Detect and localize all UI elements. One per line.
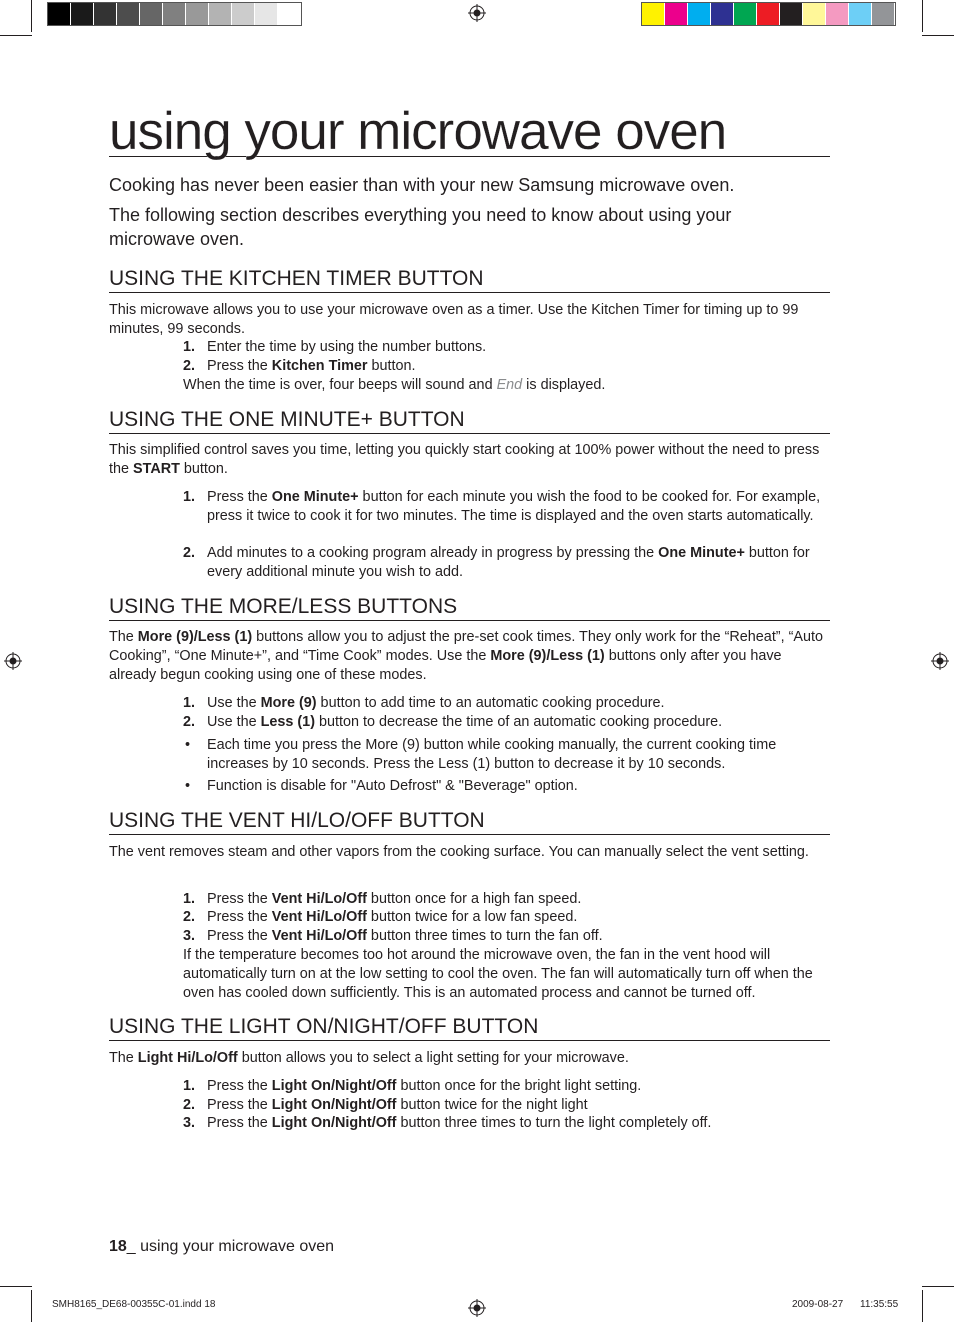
color-swatch xyxy=(734,3,757,25)
page-footer xyxy=(109,1238,334,1256)
color-swatch xyxy=(711,3,734,25)
paragraph-text: button. xyxy=(179,460,228,477)
step-text: Use the xyxy=(207,714,261,730)
one-minute-step-1 xyxy=(183,488,831,526)
footer-text: _ using your microwave oven xyxy=(126,1238,335,1255)
light-step-2 xyxy=(183,1096,831,1115)
end-display-text: End xyxy=(496,377,523,393)
step-number: 1. xyxy=(183,891,196,907)
crop-mark xyxy=(31,1290,32,1322)
kitchen-timer-paragraph: This microwave allows you to use your microwave oven as a timer. Use the Kitchen Timer for timing up to 99 minutes, 99 seconds. xyxy=(109,302,799,337)
registration-mark-icon xyxy=(468,1299,486,1317)
color-swatch xyxy=(803,3,826,25)
step-number: 2. xyxy=(183,545,196,561)
step-text: Add minutes to a cooking program already in progress by pressing the xyxy=(207,545,659,561)
section-heading-one-minute: USING THE ONE MINUTE+ BUTTON xyxy=(109,407,830,434)
step-text: button for every additional minute you wish to add. xyxy=(207,545,810,580)
color-swatch xyxy=(163,3,186,25)
button-name: Vent Hi/Lo/Off xyxy=(271,891,367,907)
registration-mark-icon xyxy=(4,652,22,670)
section-heading-more-less: USING THE MORE/LESS BUTTONS xyxy=(109,594,830,621)
one-minute-paragraph xyxy=(109,441,829,479)
color-swatch xyxy=(71,3,94,25)
vent-step-3 xyxy=(183,927,831,946)
color-swatch xyxy=(255,3,278,25)
step-number: 2. xyxy=(183,1097,196,1113)
section-heading-kitchen-timer: USING THE KITCHEN TIMER BUTTON xyxy=(109,266,830,293)
step-text: Press the xyxy=(207,909,272,925)
color-swatch xyxy=(278,3,301,25)
step-number: 1. xyxy=(183,489,196,505)
step-text: Enter the time by using the number buttons. xyxy=(207,339,487,355)
crop-mark xyxy=(922,1286,954,1287)
paragraph-text: button allows you to select a light setting for your microwave. xyxy=(237,1050,629,1066)
step-text: button once for a high fan speed. xyxy=(366,891,582,907)
slug-filename: SMH8165_DE68-00355C-01.indd 18 xyxy=(52,1299,216,1310)
kitchen-timer-note xyxy=(183,376,831,395)
color-swatch xyxy=(688,3,711,25)
step-text: Press the xyxy=(207,1078,272,1094)
step-text: Press the xyxy=(207,489,272,505)
step-number: 2. xyxy=(183,714,196,730)
paragraph-text: buttons allow you to adjust the pre-set cook times. They only work for the “Reheat”, “Auto Cooking”, “One Minute+”, and “Time Cook” modes. Use the xyxy=(109,629,823,664)
paragraph-text: The xyxy=(109,1050,138,1066)
paragraph-text: The xyxy=(109,629,138,645)
crop-mark xyxy=(922,1290,923,1322)
color-swatch xyxy=(757,3,780,25)
registration-mark-icon xyxy=(931,652,949,670)
button-name: One Minute+ xyxy=(271,489,359,505)
bullet-dot: • xyxy=(185,737,191,753)
step-text: button three times to turn the fan off. xyxy=(366,928,603,944)
color-swatch xyxy=(665,3,688,25)
intro-line-1: Cooking has never been easier than with your new Samsung microwave oven. xyxy=(109,175,735,195)
color-swatch xyxy=(94,3,117,25)
step-number: 3. xyxy=(183,1115,196,1131)
button-name: Light On/Night/Off xyxy=(271,1097,397,1113)
note-text: When the time is over, four beeps will sound and xyxy=(183,377,497,393)
step-text: button to add time to an automatic cooking procedure. xyxy=(316,695,665,711)
color-swatch xyxy=(186,3,209,25)
button-name: START xyxy=(133,460,180,477)
vent-note: If the temperature becomes too hot around the microwave oven, the fan in the vent hood will automatically turn on at the low setting to cool the oven. The fan will automatically turn off when the oven has cooled down sufficiently. This is an automated process and cannot be turned off. xyxy=(183,947,813,1001)
button-name: Light On/Night/Off xyxy=(271,1115,397,1131)
color-swatch xyxy=(642,3,665,25)
step-text: button. xyxy=(367,358,416,374)
step-number: 1. xyxy=(183,1078,196,1094)
color-swatch xyxy=(48,3,71,25)
button-name: Vent Hi/Lo/Off xyxy=(271,928,367,944)
more-less-paragraph xyxy=(109,628,831,684)
step-text: Press the xyxy=(207,1115,272,1131)
kitchen-timer-step-1 xyxy=(183,338,831,357)
step-text: Use the xyxy=(207,695,261,711)
button-name: Less (1) xyxy=(260,714,315,730)
step-text: button once for the bright light setting. xyxy=(396,1078,642,1094)
step-number: 1. xyxy=(183,695,196,711)
step-text: button twice for a low fan speed. xyxy=(366,909,578,925)
step-text: button to decrease the time of an automatic cooking procedure. xyxy=(314,714,723,730)
crop-mark xyxy=(0,1286,32,1287)
button-name: More (9) xyxy=(260,695,317,711)
bullet-dot: • xyxy=(185,778,191,794)
button-name: More (9)/Less (1) xyxy=(137,629,253,645)
section-heading-vent: USING THE VENT HI/LO/OFF BUTTON xyxy=(109,808,830,835)
slug-date: 2009-08-27 xyxy=(792,1299,844,1310)
more-less-bullet-2 xyxy=(183,777,831,796)
vent-step-2 xyxy=(183,908,831,927)
step-number: 1. xyxy=(183,339,196,355)
button-name: Light On/Night/Off xyxy=(271,1078,397,1094)
paragraph-text: This simplified control saves you time, letting you quickly start cooking at 100% power without the need to press the xyxy=(109,442,820,477)
light-step-3 xyxy=(183,1114,831,1133)
crop-mark xyxy=(31,0,32,32)
registration-mark-icon xyxy=(468,4,486,22)
button-name: Light Hi/Lo/Off xyxy=(137,1050,238,1066)
color-swatch xyxy=(872,3,895,25)
one-minute-step-2 xyxy=(183,544,831,582)
button-name: One Minute+ xyxy=(658,545,745,561)
step-number: 3. xyxy=(183,928,196,944)
kitchen-timer-step-2 xyxy=(183,357,831,376)
light-step-1 xyxy=(183,1077,831,1096)
crop-mark xyxy=(922,0,923,32)
color-swatch xyxy=(209,3,232,25)
color-swatch xyxy=(232,3,255,25)
color-swatch xyxy=(849,3,872,25)
vent-paragraph: The vent removes steam and other vapors from the cooking surface. You can manually select the vent setting. xyxy=(109,844,809,860)
step-text: Press the xyxy=(207,358,272,374)
button-name: Kitchen Timer xyxy=(271,358,368,374)
bullet-text: Each time you press the More (9) button while cooking manually, the current cooking time increases by 10 seconds. Press the Less (1) button to decrease it by 10 seconds. xyxy=(207,737,777,772)
intro-line-2: The following section describes everything you need to know about using your microwave oven. xyxy=(109,205,732,249)
page-number: 18 xyxy=(109,1238,127,1255)
crop-mark xyxy=(0,35,32,36)
button-name: More (9)/Less (1) xyxy=(490,647,605,664)
button-name: Vent Hi/Lo/Off xyxy=(271,909,367,925)
step-text: Press the xyxy=(207,891,272,907)
more-less-bullet-1 xyxy=(183,736,831,774)
step-text: Press the xyxy=(207,1097,272,1113)
step-text: button for each minute you wish the food to be cooked for. For example, press it twice to cook it for two minutes. The time is displayed and the oven starts automatically. xyxy=(207,489,821,524)
color-swatch xyxy=(826,3,849,25)
step-text: Press the xyxy=(207,928,272,944)
page-title: using your microwave oven xyxy=(109,104,830,157)
step-text: button twice for the night light xyxy=(396,1097,588,1113)
step-number: 2. xyxy=(183,358,196,374)
color-swatch xyxy=(140,3,163,25)
step-text: button three times to turn the light completely off. xyxy=(396,1115,712,1131)
paragraph-text: buttons only after you have already begun cooking using one of these modes. xyxy=(109,647,782,683)
vent-step-1 xyxy=(183,890,831,909)
bullet-text: Function is disable for "Auto Defrost" & "Beverage" option. xyxy=(207,778,578,794)
slug-time: 11:35:55 xyxy=(860,1299,899,1310)
crop-mark xyxy=(922,35,954,36)
section-heading-light: USING THE LIGHT ON/NIGHT/OFF BUTTON xyxy=(109,1014,830,1041)
process-color-bar xyxy=(641,2,896,26)
color-swatch xyxy=(780,3,803,25)
grayscale-color-bar xyxy=(47,2,302,26)
more-less-step-1 xyxy=(183,694,831,713)
note-text: is displayed. xyxy=(522,377,606,393)
more-less-step-2 xyxy=(183,713,831,732)
light-paragraph xyxy=(109,1049,829,1068)
step-number: 2. xyxy=(183,909,196,925)
color-swatch xyxy=(117,3,140,25)
